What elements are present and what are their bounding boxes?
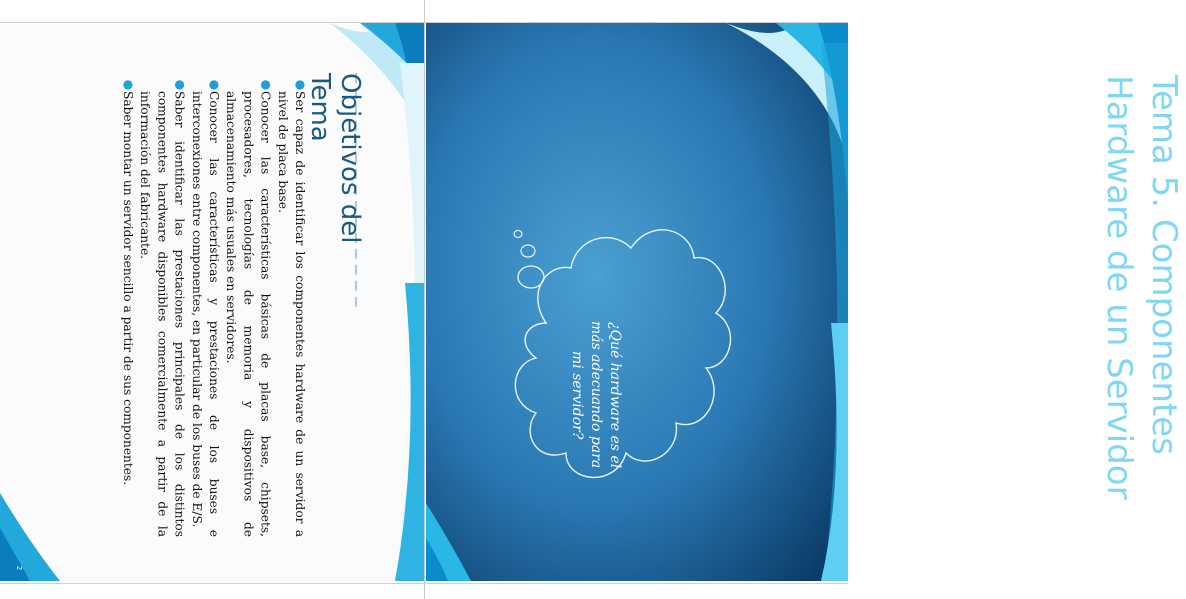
bullet-dot-icon: ● bbox=[120, 77, 135, 91]
bullet-text: Saber identificar las prestaciones principales de los distintos componentes hardware disponibles comercialmente a partir de la información del fabricante. bbox=[138, 91, 187, 537]
bullet-text: Ser capaz de identificar los componentes hardware de un servidor a nivel de placa base. bbox=[275, 91, 307, 537]
slide-title bbox=[426, 23, 1184, 581]
thought-cloud-text: ¿Qué hardware es el más adecuando para mi servidor? bbox=[569, 321, 623, 469]
title-line-2: Hardware de un Servidor bbox=[1099, 75, 1139, 500]
bullet-dot-icon: ● bbox=[172, 77, 187, 91]
title-line-1: Tema 5. Componentes bbox=[1144, 75, 1184, 455]
slide-objectives bbox=[0, 23, 424, 581]
bullet-text: Conocer las características y prestaciones de los buses e interconexiones entre componentes, en particular de los buses de E/S. bbox=[189, 91, 221, 537]
list-item bbox=[222, 77, 274, 537]
slide-background bbox=[426, 23, 848, 581]
presentation-title bbox=[1076, 75, 1186, 545]
list-item bbox=[119, 77, 136, 537]
bullet-dot-icon: ● bbox=[206, 77, 221, 91]
bullet-text: Saber montar un servidor sencillo a partir de sus componentes. bbox=[120, 91, 135, 486]
list-item bbox=[274, 77, 308, 537]
bullet-text: Conocer las características básicas de placas base, chipsets, procesadores, tecnologías de memoria y dispositivos de almacenamiento más usuales en servidores. bbox=[224, 91, 273, 537]
bullet-dot-icon: ● bbox=[293, 77, 307, 91]
page-divider bbox=[424, 0, 425, 599]
objectives-list bbox=[68, 77, 308, 537]
page-number: 2 bbox=[15, 565, 24, 571]
list-item bbox=[188, 77, 222, 537]
objectives-title: Objetivos del Tema bbox=[305, 73, 365, 244]
list-item bbox=[136, 77, 188, 537]
bullet-dot-icon: ● bbox=[258, 77, 273, 91]
